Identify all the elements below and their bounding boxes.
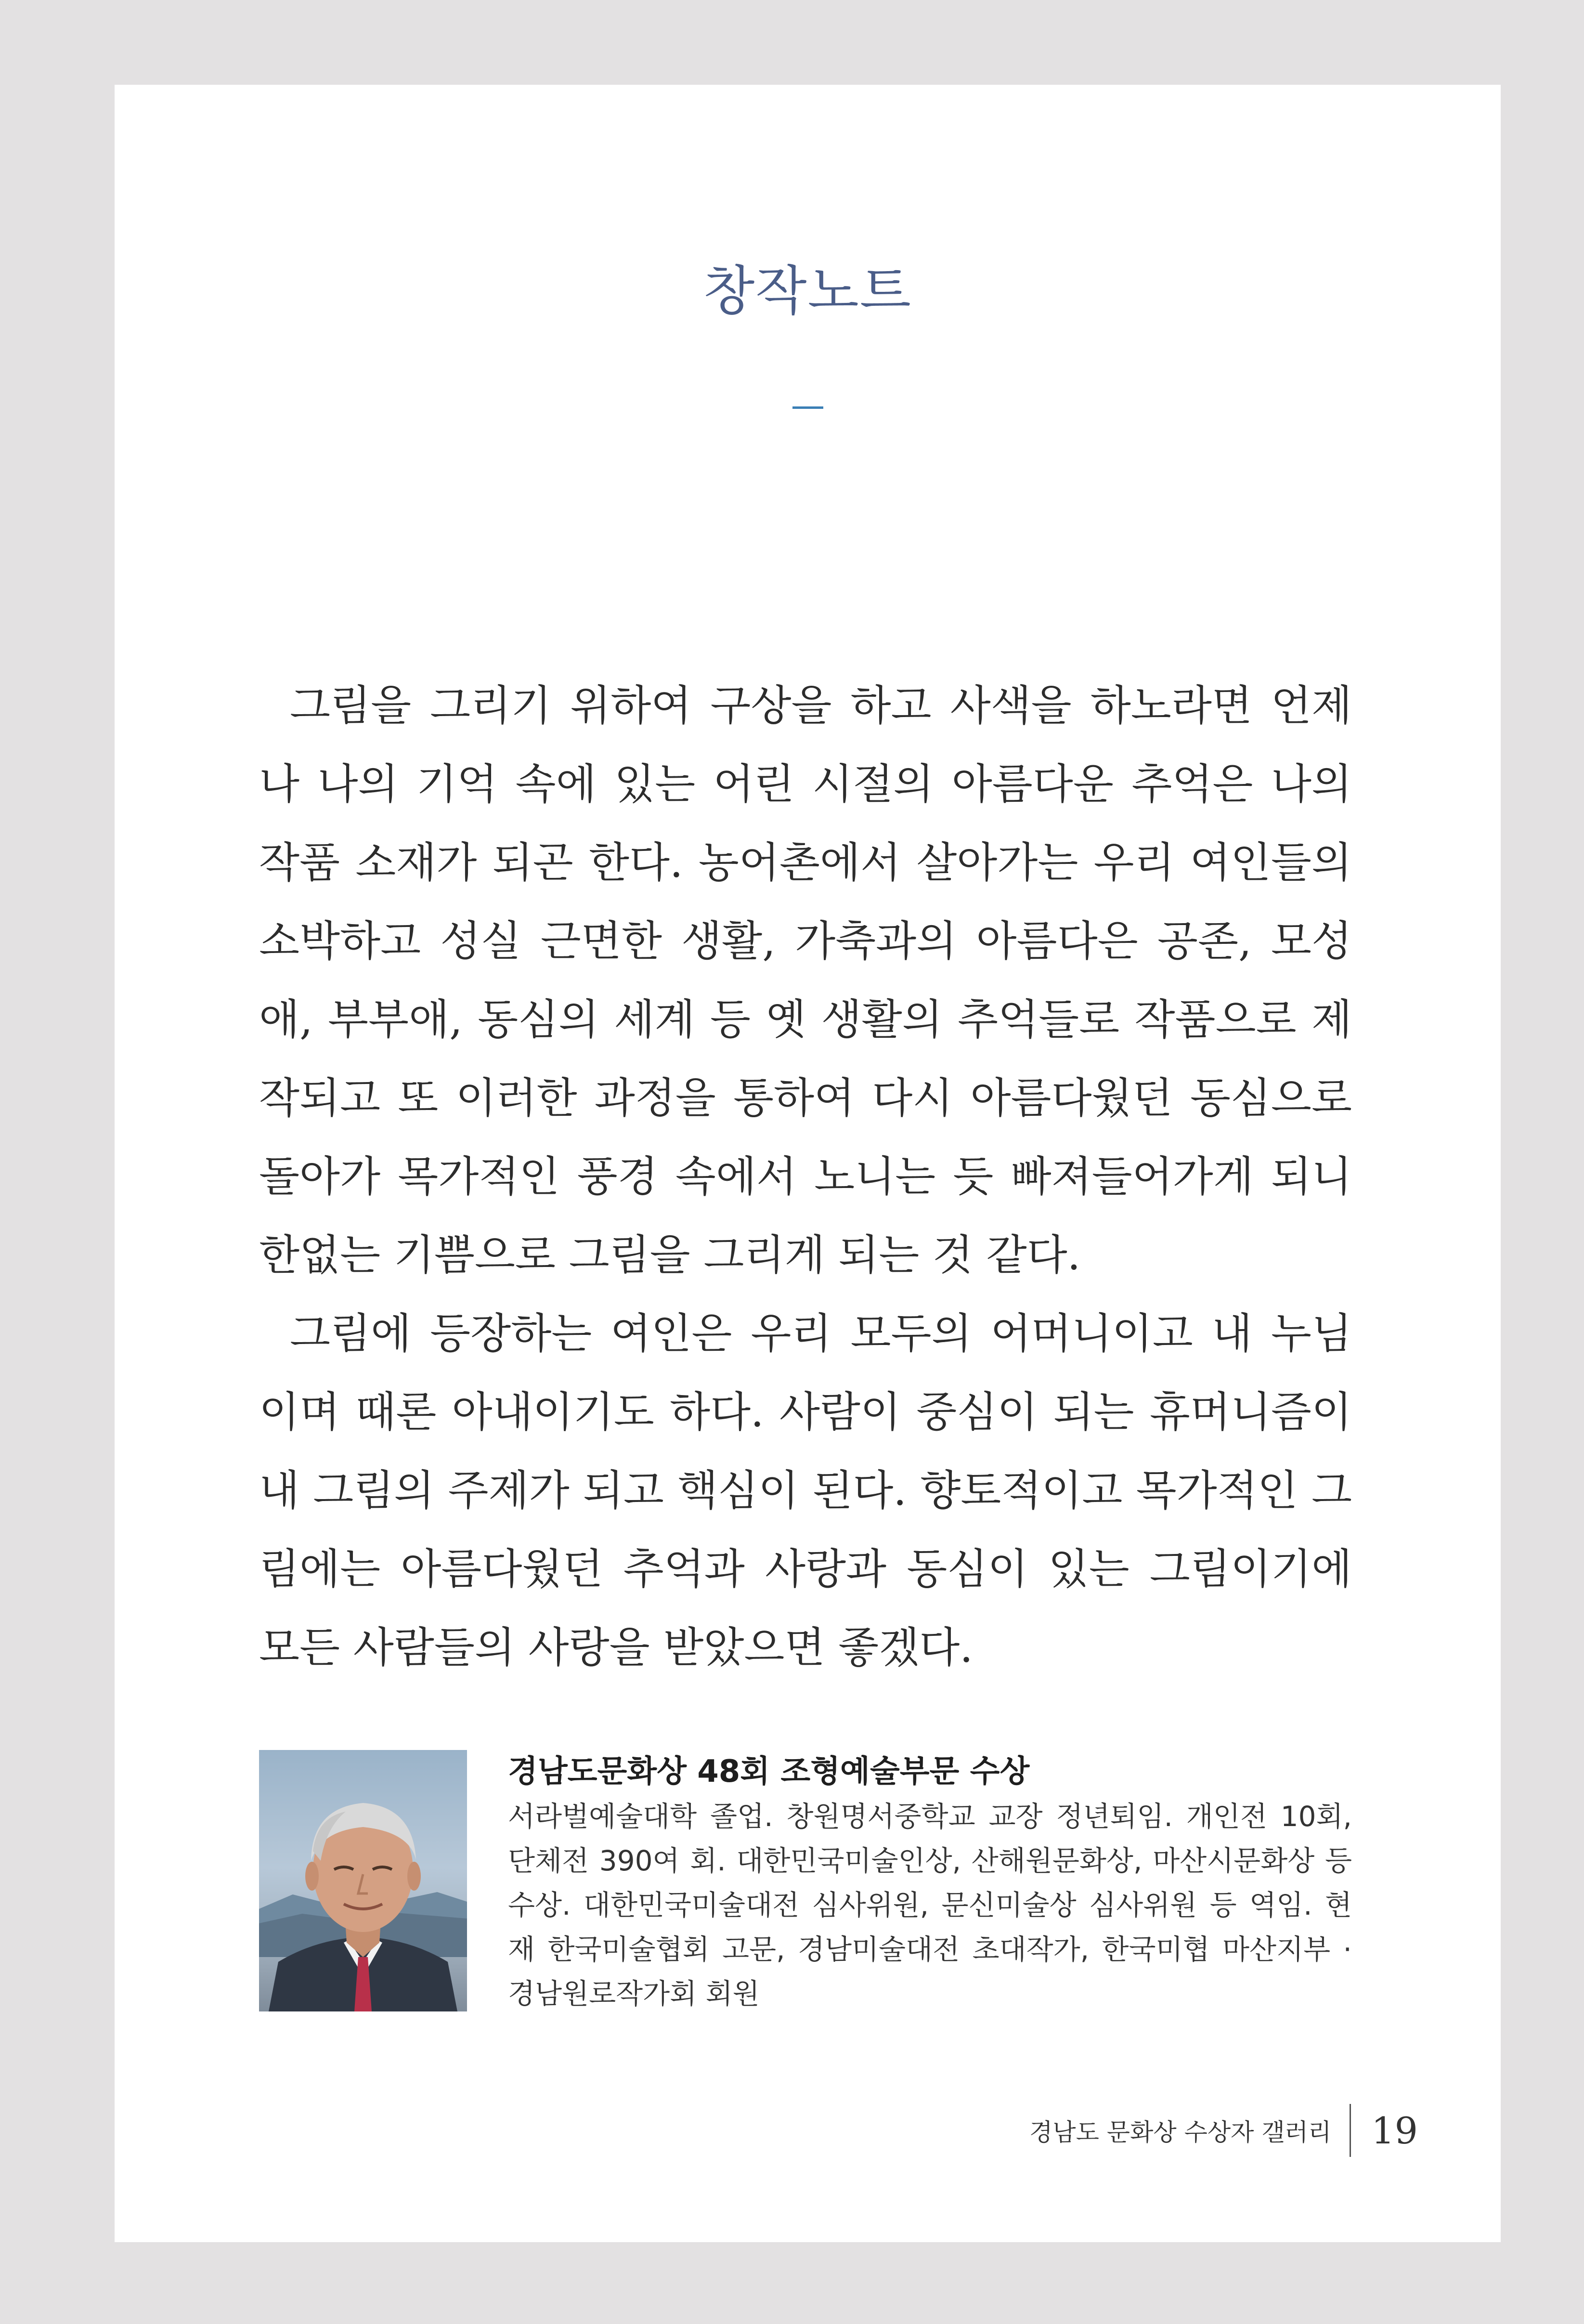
body-text [259, 666, 1352, 1687]
page-footer [1029, 2102, 1418, 2159]
body-paragraph: 그림을 그리기 위하여 구상을 하고 사색을 하노라면 언제나 나의 기억 속에 있는 어린 시절의 아름다운 추억은 나의 작품 소재가 되곤 한다. 농어촌에서 살아가는 우리 여인들의 소박하고 성실 근면한 생활, 가축과의 아름다은 공존, 모성애, 부부애, 동심의 세계 등 옛 생활의 추억들로 작품으로 제작되고 또 이러한 과정을 통하여 다시 아름다웠던 동심으로 돌아가 목가적인 풍경 속에서 노니는 듯 빠져들어가게 되니 한없는 기쁨으로 그림을 그리게 되는 것 같다. [259, 681, 1352, 1280]
bio-text [508, 1750, 1352, 2016]
author-portrait [259, 1750, 467, 2011]
section-title: 창작노트 [703, 260, 912, 322]
author-bio [259, 1750, 1352, 2039]
page [115, 85, 1501, 2242]
page-number: 19 [1371, 2109, 1418, 2152]
bio-description: 서라벌예술대학 졸업. 창원명서중학교 교장 정년퇴임. 개인전 10회, 단체전 390여 회. 대한민국미술인상, 산해원문화상, 마산시문화상 등 수상. 대한민국미술대전 심사위원, 문신미술상 심사위원 등 역임. 현재 한국미술협회 고문, 경남미술대전 초대작가, 한국미협 마산지부 · 경남원로작가회 회원 [508, 1800, 1352, 2010]
title-underline [792, 406, 823, 409]
author-photo [259, 1750, 467, 2011]
body-paragraph: 그림에 등장하는 여인은 우리 모두의 어머니이고 내 누님이며 때론 아내이기도 하다. 사람이 중심이 되는 휴머니즘이 내 그림의 주제가 되고 핵심이 된다. 향토적이고 목가적인 그림에는 아름다웠던 추억과 사랑과 동심이 있는 그림이기에 모든 사람들의 사랑을 받았으면 좋겠다. [259, 1309, 1352, 1672]
footer-label: 경남도 문화상 수상자 갤러리 [1029, 2118, 1332, 2146]
bio-award: 경남도문화상 48회 조형예술부문 수상 [508, 1754, 1030, 1789]
